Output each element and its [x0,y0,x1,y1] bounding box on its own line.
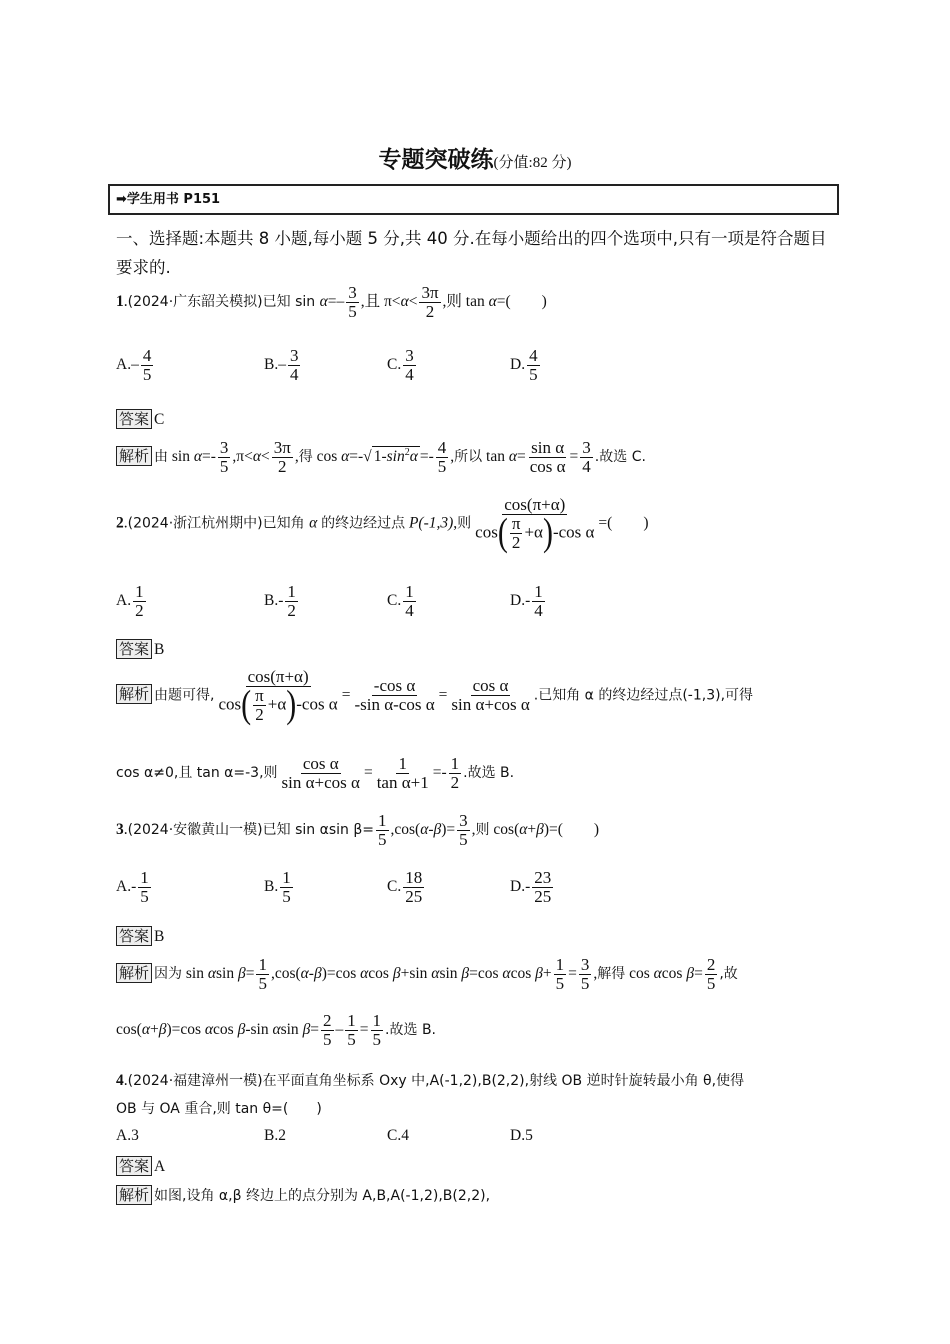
student-book-banner [108,184,839,215]
q1-option-d[interactable]: D. $\frac{4}{5}$ [510,346,538,384]
q3-answer: 答案 B [116,926,164,946]
q3-option-a[interactable]: A.- $\frac{1}{5}$ [116,868,149,906]
q1-option-b[interactable]: B.– $\frac{3}{4}$ [264,346,299,384]
q4-option-b[interactable]: B.2 [264,1127,286,1144]
q1-option-a[interactable]: A.– $\frac{4}{5}$ [116,346,152,384]
page-title [0,141,950,174]
q2-option-c[interactable]: C. $\frac{1}{4}$ [387,582,414,620]
q1-analysis: 解析 由 sin α=- $\frac{3}{5}$ ,π<α< $\frac{3\pi}{2}$ ,得 cos α=-√ $1-\sin^2\alpha$ =- $\frac{4}{5}$ ,所以 tan α= $\frac{\text{sin α}}{\text{cos α}}$ = $\frac{3}{4}$ .故选 C. [116,439,646,476]
q1-stem: 1.(2024·广东韶关模拟)已知 sin α=– $\frac{3}{5}$ ,且 π<α< $\frac{3\pi}{2}$ ,则 tan α=( ) [116,283,547,321]
q3-option-b[interactable]: B. $\frac{1}{5}$ [264,868,291,906]
q4-option-c[interactable]: C.4 [387,1127,409,1144]
q1-answer: 答案 C [116,409,164,429]
score-text: (分值:82 分) [493,155,572,171]
q2-option-b[interactable]: B.- $\frac{1}{2}$ [264,582,296,620]
q3-stem: 3.(2024·安徽黄山一模)已知 sin αsin β= $\frac{1}{5}$ ,cos(α-β)= $\frac{3}{5}$ ,则 cos(α+β)=( ) [116,811,600,849]
q2-option-a[interactable]: A. $\frac{1}{2}$ [116,582,144,620]
q4-option-a[interactable]: A.3 [116,1127,139,1144]
q3-option-d[interactable]: D.- $\frac{23}{25}$ [510,868,552,906]
q2-analysis-line2: cos α≠0,且 tan α=-3,则 $\frac{\text{cos α}}{\text{sin α+cos α}}$ = $\frac{1}{\text{tan α+1}}$ =- $\frac{1}{2}$ .故选 B. [116,754,515,792]
q4-option-d[interactable]: D.5 [510,1127,533,1144]
q3-analysis-line2: cos(α+β)=cos αcos β-sin αsin β= $\frac{2}{5}$ – $\frac{1}{5}$ = $\frac{1}{5}$ .故选 B. [116,1011,437,1049]
q2-analysis-line1: 解析 由题可得, cos(π+α) cos( $\frac{\pi}{2}$ +α)-cos α = $\frac{\text{-cos α}}{\text{-sin α-cos α}}$ = $\frac{\text{cos α}}{\text{sin α+cos α}}$ .已知角 α 的终边经过点(-1,3),可得 [116,668,753,724]
section-heading: 一、选择题:本题共 8 小题,每小题 5 分,共 40 分.在每小题给出的四个选项中,只有一项是符合题目要求的. [116,229,827,277]
q4-answer: 答案 A [116,1156,165,1176]
q4-stem-line1: 4.(2024·福建漳州一模)在平面直角坐标系 Oxy 中,A(-1,2),B(2,2),射线 OB 逆时针旋转最小角 θ,使得 [116,1072,745,1089]
q3-option-c[interactable]: C. $\frac{18}{25}$ [387,868,423,906]
q1-source: (2024·广东韶关模拟)已知 sin [127,293,320,310]
banner-text: ➡学生用书 P151 [116,192,221,207]
q2-option-d[interactable]: D.- $\frac{1}{4}$ [510,582,543,620]
q1-number: 1 [116,292,124,310]
q3-analysis-line1: 解析 因为 sin αsin β= $\frac{1}{5}$ ,cos(α-β)=cos αcos β+sin αsin β=cos αcos β+ $\frac{1}{5}$ = $\frac{3}{5}$ ,解得 cos αcos β= $\frac{2}{5}$ ,故 [116,956,738,993]
q2-answer: 答案 B [116,639,164,659]
q4-stem-line2: OB 与 OA 重合,则 tan θ=( ) [116,1101,322,1117]
q1-option-c[interactable]: C. $\frac{3}{4}$ [387,346,414,384]
q4-analysis: 解析 如图,设角 α,β 终边上的点分别为 A,B,A(-1,2),B(2,2), [116,1185,490,1205]
title-text: 专题突破练 [378,147,494,173]
q2-stem: 2.(2024·浙江杭州期中)已知角 α 的终边经过点 P(-1,3),则 cos(π+α) cos( $\frac{\pi}{2}$ +α)-cos α =( ) [116,495,649,555]
